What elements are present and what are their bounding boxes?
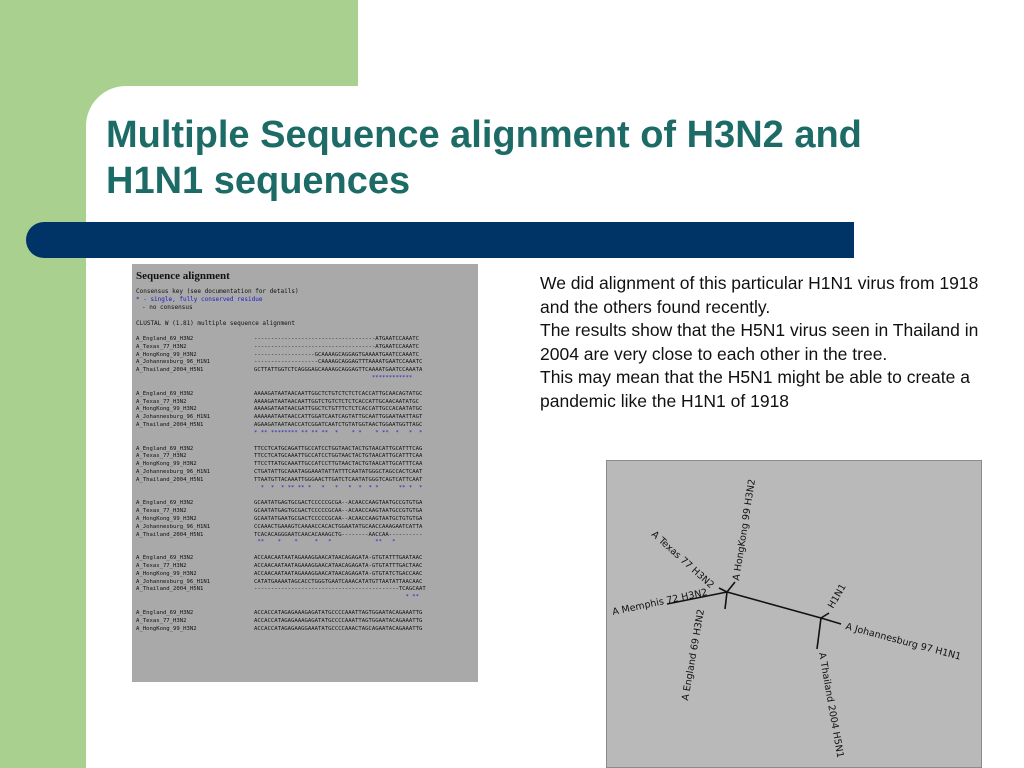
alignment-row xyxy=(136,516,474,524)
sequence-residues: AAAAGATAATAACAATTGGTCTGTCTCTCTCACCATTGCAACAATATGC xyxy=(254,398,420,405)
phylogenetic-tree-image xyxy=(606,460,982,768)
consensus-key-single: * - single, fully conserved residue xyxy=(136,296,263,303)
alignment-block xyxy=(136,391,474,446)
alignment-row xyxy=(136,461,474,469)
sequence-residues: ------------------------------------ATGAATCCAAATC xyxy=(254,343,420,350)
sequence-residues: ACCACCATAGAGAAAGAGATATGCCCCAAATTAGTGGAATACAGAAATTG xyxy=(254,617,423,624)
alignment-row xyxy=(136,414,474,422)
sequence-residues: AGAAGATAATAACCATCGGATCAATCTGTATGGTAACTGGAATGGTTAGC xyxy=(254,421,423,428)
sequence-name: A_Texas_77_H3N2 xyxy=(136,398,187,405)
slide-description xyxy=(540,272,980,413)
tree-label-england: A England 69 H3N2 xyxy=(680,608,708,702)
consensus-key-line: Consensus key (see documentation for details) xyxy=(136,288,299,295)
sequence-name: A_Johannesburg_96_H1N1 xyxy=(136,359,211,366)
sequence-name: A_Thailand_2004_H5N1 xyxy=(136,586,204,593)
alignment-heading: Sequence alignment xyxy=(136,270,230,282)
alignment-block xyxy=(136,500,474,555)
sequence-name: A_England_69_H3N2 xyxy=(136,555,194,562)
slide-title xyxy=(106,112,966,204)
tree-label-memphis: A Memphis 72 H3N2 xyxy=(611,587,709,618)
sequence-residues: CCAAACTGAAAGTCAAAACCACACTGGAATATGCAACCAAAGAATCATTA xyxy=(254,523,423,530)
sequence-residues: TTAATGTTACAAATTGGGAACTTGATCTCAATATGGGTCAGTCATTCAAT xyxy=(254,476,423,483)
alignment-row xyxy=(136,626,474,634)
sequence-residues: TTCCTCATGCAAATTGCCATCCTGGTAACTACTGTAACATTGCATTTCAA xyxy=(254,453,423,460)
sequence-name: A_Thailand_2004_H5N1 xyxy=(136,476,204,483)
sequence-name: A_HongKong_99_H3N2 xyxy=(136,351,197,358)
sequence-name: A_Johannesburg_96_H1N1 xyxy=(136,523,211,530)
tree-branch-thailand xyxy=(817,618,821,649)
sequence-residues: ACCAACAATAATAGAAAGGAACATAACAGAGATA-GTGTATTTGACTAAC xyxy=(254,562,423,569)
sequence-residues: AAAAGATAATAACGATTGGCTCTGTTTCTCTCACCATTGCCACAATATGC xyxy=(254,406,423,413)
description-paragraph-2: The results show that the H5N1 virus seen in Thailand in 2004 are very close to each other in the tree. xyxy=(540,320,979,364)
sequence-residues: ACCACCATAGAGAAAGAGATATGCCCCAAATTAGTGGAATACAGAAATTG xyxy=(254,609,423,616)
sequence-name: A_Texas_77_H3N2 xyxy=(136,562,187,569)
consensus-line: * ** xyxy=(254,594,420,601)
alignment-row xyxy=(136,571,474,579)
sequence-name: A_Johannesburg_96_H1N1 xyxy=(136,414,211,421)
alignment-row xyxy=(136,399,474,407)
consensus-line: * * * ** ** * * * * * * * ** * * xyxy=(254,484,423,491)
sequence-residues: AAAAAATAATAACCATTGGATCAATCAGTATTGCAATTGGAATAATTAGT xyxy=(254,414,423,421)
alignment-row xyxy=(136,391,474,399)
sequence-name: A_HongKong_99_H3N2 xyxy=(136,570,197,577)
sequence-name: A_Thailand_2004_H5N1 xyxy=(136,367,204,374)
tree-label-hongkong: A HongKong 99 H3N2 xyxy=(731,478,759,582)
sequence-name: A_England_69_H3N2 xyxy=(136,390,194,397)
sequence-residues: GCAATATGAATGCGACTCCCCCGCAA--ACAACCAAGTAATGCTGTGTGA xyxy=(254,515,423,522)
alignment-block xyxy=(136,446,474,501)
alignment-row xyxy=(136,344,474,352)
sequence-residues: ------------------GCAAAAGCAGGAGTGAAAATGAATCCAAATC xyxy=(254,351,420,358)
alignment-blocks xyxy=(136,336,474,641)
alignment-row xyxy=(136,406,474,414)
sequence-name: A_Johannesburg_96_H1N1 xyxy=(136,468,211,475)
sequence-name: A_Johannesburg_96_H1N1 xyxy=(136,578,211,585)
sequence-residues: ------------------------------------ATGAATCCAAATC xyxy=(254,336,420,342)
alignment-row xyxy=(136,477,474,485)
sequence-name: A_Thailand_2004_H5N1 xyxy=(136,531,204,538)
alignment-row xyxy=(136,359,474,367)
consensus-line: ** * * * * ** * xyxy=(254,539,423,546)
alignment-row xyxy=(136,586,474,594)
sequence-name: A_England_69_H3N2 xyxy=(136,445,194,452)
alignment-row xyxy=(136,352,474,360)
alignment-row xyxy=(136,500,474,508)
sequence-name: A_England_69_H3N2 xyxy=(136,336,194,342)
alignment-row xyxy=(136,367,474,375)
clustal-program-line: CLUSTAL W (1.81) multiple sequence alignment xyxy=(136,320,295,327)
sequence-name: A_HongKong_99_H3N2 xyxy=(136,625,197,632)
alignment-row xyxy=(136,610,474,618)
alignment-row xyxy=(136,453,474,461)
tree-label-johannesburg: A Johannesburg 97 H1N1 xyxy=(844,621,963,663)
alignment-row xyxy=(136,563,474,571)
alignment-block xyxy=(136,336,474,391)
alignment-row xyxy=(136,422,474,430)
alignment-row xyxy=(136,469,474,477)
tree-branch-hongkong xyxy=(727,582,735,592)
tree-branch-main xyxy=(727,592,821,618)
alignment-row xyxy=(136,555,474,563)
alignment-block xyxy=(136,555,474,610)
sequence-residues: ACCAACAATAATAGAAAGGAACATAACAGAGATA-GTGTATCTGACCAAC xyxy=(254,570,423,577)
alignment-row xyxy=(136,446,474,454)
tree-label-h1n1: H1N1 xyxy=(826,582,849,611)
sequence-name: A_Texas_77_H3N2 xyxy=(136,343,187,350)
alignment-block xyxy=(136,610,474,641)
consensus-key-none: - no consensus xyxy=(142,304,193,311)
consensus-line: ************ xyxy=(254,374,413,381)
alignment-row xyxy=(136,532,474,540)
sequence-name: A_HongKong_99_H3N2 xyxy=(136,515,197,522)
sequence-residues: ACCACCATAGAGAAGGAAATATGCCCCAAACTAGCAGAATACAGAAATTG xyxy=(254,625,423,632)
slide-title-line-1: Multiple Sequence alignment of H3N2 and xyxy=(106,114,862,156)
title-divider-bar xyxy=(26,222,854,258)
description-paragraph-3: This may mean that the H5N1 might be able to create a pandemic like the H1N1 of 1918 xyxy=(540,367,970,411)
slide-title-line-2: H1N1 sequences xyxy=(106,160,411,202)
sequence-name: A_HongKong_99_H3N2 xyxy=(136,406,197,413)
sequence-residues: TTCCTCATGCAGATTGCCATCCTGGTAACTACTGTAACATTGCATTTCAG xyxy=(254,445,423,452)
sequence-name: A_HongKong_99_H3N2 xyxy=(136,461,197,468)
tree-branch-texas xyxy=(719,588,727,592)
consensus-line: * ** ******** ** ** ** * * * * ** * * * xyxy=(254,429,423,436)
sequence-name: A_Texas_77_H3N2 xyxy=(136,453,187,460)
alignment-row xyxy=(136,618,474,626)
sequence-name: A_England_69_H3N2 xyxy=(136,500,194,507)
tree-branch-england xyxy=(725,592,727,609)
sequence-residues: GCAATATGAGTGCGACTCCCCCGCGA--ACAACCAAGTAATGCCGTGTGA xyxy=(254,500,423,507)
sequence-name: A_Texas_77_H3N2 xyxy=(136,617,187,624)
tree-label-texas: A Texas 77 H3N2 xyxy=(648,529,716,591)
tree-branch-h1n1 xyxy=(821,613,829,618)
sequence-residues: GCTTATTGGTCTCAGGGAGCAAAAGCAGGAGTTCAAAATGAATCCAAATA xyxy=(254,367,423,374)
sequence-name: A_Thailand_2004_H5N1 xyxy=(136,421,204,428)
alignment-row xyxy=(136,524,474,532)
sequence-residues: CATATGAAAATAGCACCTGGGTGAATCAAACATATGTTAATATTAACAAC xyxy=(254,578,423,585)
sequence-residues: CTGATATTGCAAATAGGAAATATTATTTCAATATGGGCTAGCCACTCAAT xyxy=(254,468,423,475)
phylogenetic-tree-svg xyxy=(607,461,982,768)
sequence-residues: AAAAGATAATAACAATTGGCTCTGTCTCTCTCACCATTGCAACAGTATGC xyxy=(254,390,423,397)
sequence-residues: GCAATATGAGTGCGACTCCCCCGCAA--ACAACCAAGTAATGCCGTGTGA xyxy=(254,508,423,515)
alignment-row xyxy=(136,579,474,587)
sequence-residues: -------------------CAAAAGCAGGAGTTTAAAATGAATCCAAATC xyxy=(254,359,423,366)
sequence-residues: TCACACAGGGAATCAACACAAAGCTG--------AACCAA---------- xyxy=(254,531,423,538)
sequence-residues: TTCCTTATGCAAATTGCCATCCTTGTAACTACTGTAACATTGCATTTCAA xyxy=(254,461,423,468)
sequence-name: A_England_69_H3N2 xyxy=(136,609,194,616)
tree-label-thailand: A Thailand 2004 H5N1 xyxy=(816,651,846,759)
description-paragraph-1: We did alignment of this particular H1N1 virus from 1918 and the others found recently. xyxy=(540,273,979,317)
alignment-row xyxy=(136,508,474,516)
sequence-residues: -------------------------------------------TCAGCAAT xyxy=(254,586,426,593)
sequence-name: A_Texas_77_H3N2 xyxy=(136,508,187,515)
tree-branch-johannesburg xyxy=(821,618,841,624)
sequence-residues: ACCAACAATAATAGAAAGGAACATAACAGAGATA-GTGTATTTGAATAAC xyxy=(254,555,423,562)
sequence-alignment-image xyxy=(132,264,478,682)
alignment-row xyxy=(136,336,474,344)
